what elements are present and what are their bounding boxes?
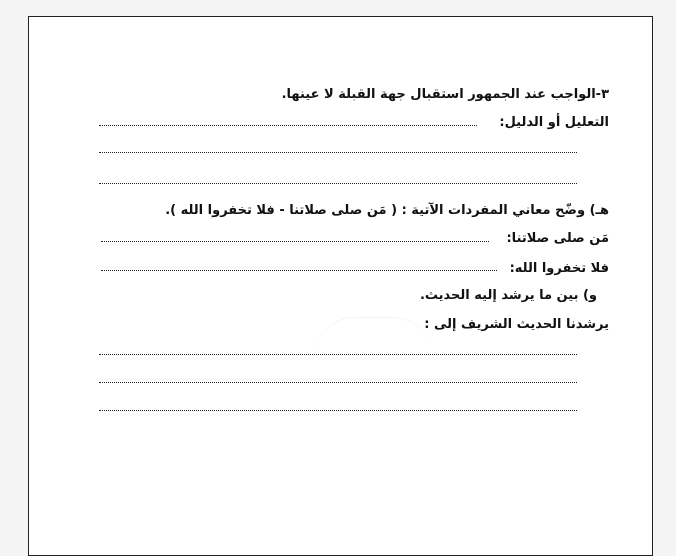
guidance-answer-line-2[interactable] [99,382,577,383]
term-2-label: فلا تخفروا الله: [509,261,609,276]
part-w-instruction: و) بين ما يرشد إليه الحديث. [419,288,597,303]
guidance-label: يرشدنا الحديث الشريف إلى : [424,317,609,332]
part-h-instruction: هـ) وضّح معاني المفردات الآتية : ( مَن صلى صلاتنا - فلا تخفروا الله ). [165,203,609,218]
term-1-answer-line[interactable] [101,241,489,242]
worksheet-page [28,16,653,556]
reason-answer-line-3[interactable] [99,183,577,184]
reason-label: التعليل أو الدليل: [499,115,609,130]
guidance-answer-line-3[interactable] [99,410,577,411]
reason-answer-line-2[interactable] [99,152,577,153]
term-2-answer-line[interactable] [101,270,497,271]
reason-answer-line-1[interactable] [99,125,477,126]
scan-artifact [314,317,434,358]
term-1-label: مَن صلى صلاتنا: [506,231,609,246]
question-3-title: ٣-الواجب عند الجمهور استقبال جهة القبلة لا عينها. [281,87,609,102]
